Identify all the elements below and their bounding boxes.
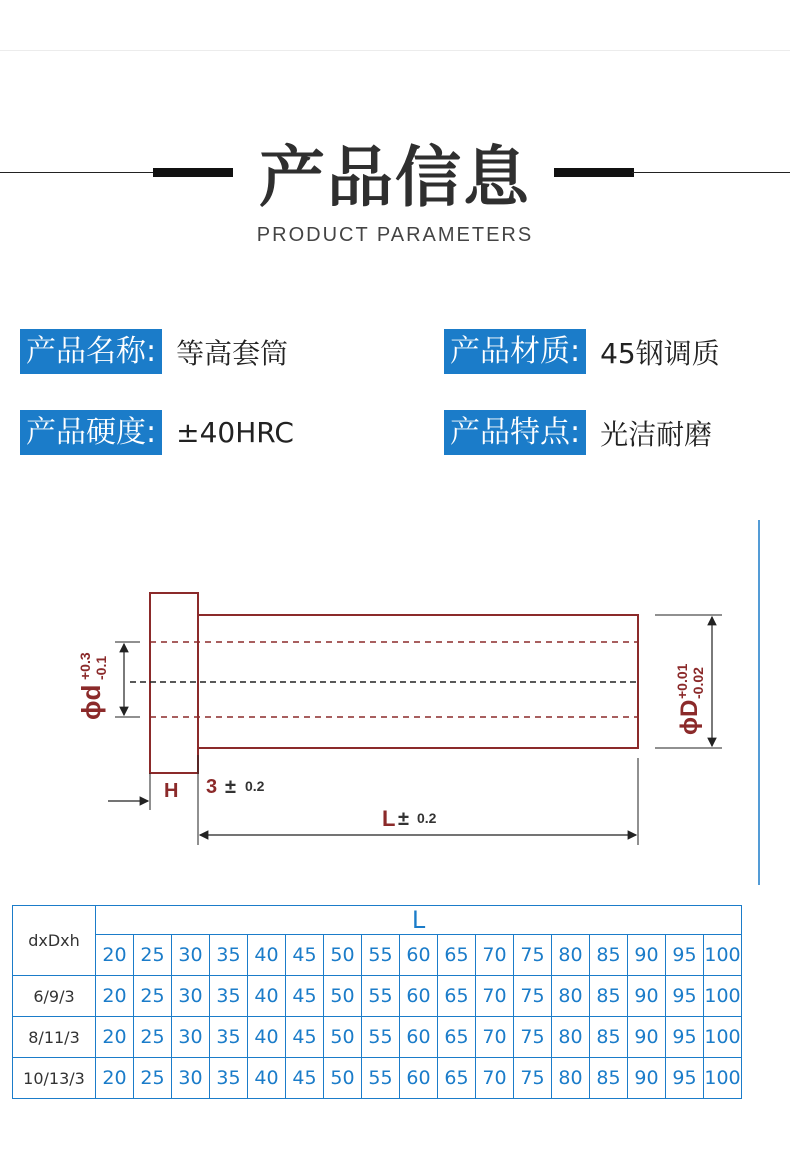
table-cell: 90 [628,1017,666,1058]
table-cell: 30 [172,976,210,1017]
table-cell: 100 [704,1058,742,1099]
param-hardness-value: ±40HRC [176,416,294,449]
table-cell: 55 [362,976,400,1017]
L-tol-num: 0.2 [417,810,437,826]
table-cell: 95 [666,1058,704,1099]
table-cell: 85 [590,1017,628,1058]
table-row-label: 10/13/3 [13,1058,96,1099]
table-cell: 100 [704,1017,742,1058]
table-cell: 75 [514,976,552,1017]
table-cell: 60 [400,1058,438,1099]
table-cell: 25 [134,976,172,1017]
param-material-value: 45钢调质 [600,336,720,370]
table-cell: 60 [400,1017,438,1058]
h-dim-label: H [164,780,179,802]
title-rule-right-thin [632,172,790,173]
table-column-header: 45 [286,935,324,976]
page-subtitle: PRODUCT PARAMETERS [256,224,534,246]
D-dim-label: ϕD [676,699,703,735]
table-column-header: 90 [628,935,666,976]
table-cell: 70 [476,1017,514,1058]
table-column-header: 75 [514,935,552,976]
table-cell: 55 [362,1017,400,1058]
param-hardness-label: 产品硬度: [20,410,162,455]
table-cell: 85 [590,1058,628,1099]
table-cell: 20 [96,976,134,1017]
table-cell: 65 [438,976,476,1017]
h-tol-value: 3 [206,776,218,798]
table-column-header: 65 [438,935,476,976]
h-tol-num: 0.2 [245,778,265,794]
table-row-label: 8/11/3 [13,1017,96,1058]
d-tol-upper: +0.3 [77,652,93,680]
sleeve-drawing [0,515,790,885]
table-cell: 90 [628,976,666,1017]
table-cell: 30 [172,1058,210,1099]
D-tol-lower: -0.02 [690,667,706,699]
table-cell: 45 [286,1058,324,1099]
table-cell: 50 [324,976,362,1017]
table-column-header: 50 [324,935,362,976]
table-cell: 60 [400,976,438,1017]
table-cell: 35 [210,1058,248,1099]
table-cell: 90 [628,1058,666,1099]
table-cell: 55 [362,1058,400,1099]
table-cell: 85 [590,976,628,1017]
table-column-header: 100 [704,935,742,976]
table-cell: 25 [134,1058,172,1099]
table-column-header: 55 [362,935,400,976]
table-cell: 70 [476,976,514,1017]
title-rule-right-thick [554,168,634,177]
param-name-label: 产品名称: [20,329,162,374]
table-cell: 20 [96,1058,134,1099]
L-dim-label: L [382,806,396,831]
table-row-label: 6/9/3 [13,976,96,1017]
table-cell: 65 [438,1058,476,1099]
table-cell: 65 [438,1017,476,1058]
title-rule-left-thin [0,172,155,173]
table-cell: 50 [324,1017,362,1058]
param-feature-label: 产品特点: [444,410,586,455]
table-cell: 80 [552,976,590,1017]
table-cell: 70 [476,1058,514,1099]
table-cell: 40 [248,1017,286,1058]
D-tol-upper: +0.01 [674,663,690,699]
d-tol-lower: -0.1 [93,655,109,680]
param-feature [444,410,712,455]
table-cell: 35 [210,976,248,1017]
size-table [12,905,742,1099]
table-column-header: 60 [400,935,438,976]
param-material-label: 产品材质: [444,329,586,374]
table-corner-label: dxDxh [13,906,96,976]
table-column-header: 95 [666,935,704,976]
flange-head [150,593,198,773]
table-row [13,1058,742,1099]
param-name-value: 等高套筒 [176,336,289,370]
param-material [444,329,720,374]
table-column-header: 70 [476,935,514,976]
table-column-header: 40 [248,935,286,976]
top-divider [0,50,790,51]
table-row [13,1017,742,1058]
table-cell: 80 [552,1058,590,1099]
page-title: 产品信息 [259,139,531,216]
table-column-header: 80 [552,935,590,976]
param-hardness [20,410,294,455]
table-cell: 75 [514,1058,552,1099]
table-cell: 45 [286,976,324,1017]
table-column-header: 35 [210,935,248,976]
table-column-header: 20 [96,935,134,976]
h-tol-pm: ± [225,776,236,798]
table-cell: 20 [96,1017,134,1058]
table-row [13,976,742,1017]
table-column-header: 85 [590,935,628,976]
title-rule-left-thick [153,168,233,177]
d-dim-label: ϕd [76,684,106,720]
table-cell: 25 [134,1017,172,1058]
table-cell: 75 [514,1017,552,1058]
table-cell: 40 [248,976,286,1017]
table-cell: 30 [172,1017,210,1058]
table-L-header: L [96,906,742,935]
table-cell: 80 [552,1017,590,1058]
table-cell: 100 [704,976,742,1017]
table-column-header: 30 [172,935,210,976]
table-cell: 45 [286,1017,324,1058]
L-tol-pm: ± [398,808,409,830]
table-cell: 35 [210,1017,248,1058]
param-name [20,329,288,374]
table-cell: 95 [666,976,704,1017]
table-cell: 40 [248,1058,286,1099]
param-feature-value: 光洁耐磨 [600,417,713,451]
table-cell: 95 [666,1017,704,1058]
table-column-header: 25 [134,935,172,976]
table-cell: 50 [324,1058,362,1099]
